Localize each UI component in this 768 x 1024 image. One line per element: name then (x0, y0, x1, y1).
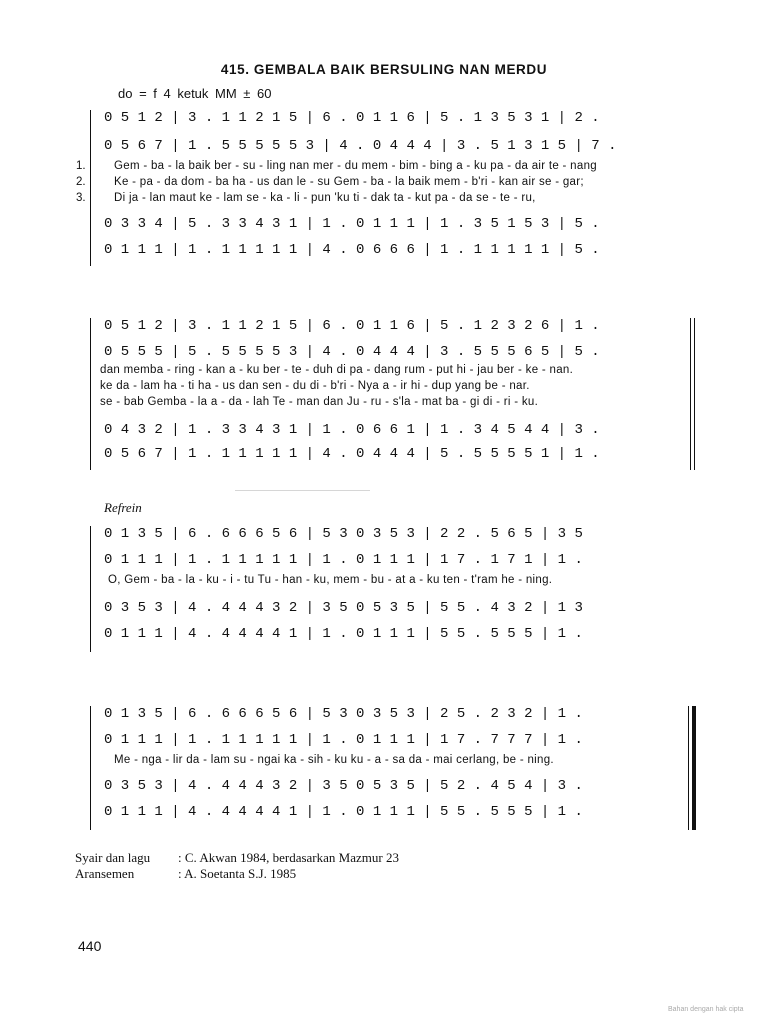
final-barline (692, 706, 696, 830)
refrain-label: Refrein (104, 500, 142, 515)
tempo-marking: do = f 4 ketuk MM ± 60 (118, 86, 272, 101)
separator-line (235, 490, 370, 491)
music-system-3 (90, 526, 700, 652)
alto-notes: 0 5 5 5 | 5 . 5 5 5 5 3 | 4 . 0 4 4 4 | 3 . 5 5 5 6 5 | 5 . (104, 344, 600, 360)
credits-arrangement: Aransemen : A. Soetanta S.J. 1985 (75, 866, 297, 881)
tenor-notes: 0 3 5 3 | 4 . 4 4 4 3 2 | 3 5 0 5 3 5 | 5 2 . 4 5 4 | 3 . (104, 778, 583, 794)
lyric-line: dan memba - ring - kan a - ku ber - te - duh di pa - dang rum - put hi - jau ber - ke - nan. (100, 364, 574, 376)
lyric-line: 1. Gem - ba - la baik ber - su - ling nan mer - du mem - bim - bing a - ku pa - da air te - nang (76, 160, 597, 172)
bass-notes: 0 5 6 7 | 1 . 1 1 1 1 1 | 4 . 0 4 4 4 | 5 . 5 5 5 5 1 | 1 . (104, 446, 600, 462)
bass-notes: 0 1 1 1 | 1 . 1 1 1 1 1 | 4 . 0 6 6 6 | 1 . 1 1 1 1 1 | 5 . (104, 242, 600, 258)
tenor-notes: 0 4 3 2 | 1 . 3 3 4 3 1 | 1 . 0 6 6 1 | 1 . 3 4 5 4 4 | 3 . (104, 422, 600, 438)
lyric-line: 2. Ke - pa - da dom - ba ha - us dan le - su Gem - ba - la baik mem - b'ri - kan air se - gar; (76, 176, 584, 188)
alto-notes: 0 5 6 7 | 1 . 5 5 5 5 5 3 | 4 . 0 4 4 4 | 3 . 5 1 3 1 5 | 7 . (104, 138, 617, 154)
tenor-notes: 0 3 5 3 | 4 . 4 4 4 3 2 | 3 5 0 5 3 5 | 5 5 . 4 3 2 | 1 3 (104, 600, 583, 616)
alto-notes: 0 1 1 1 | 1 . 1 1 1 1 1 | 1 . 0 1 1 1 | 1 7 . 1 7 1 | 1 . (104, 552, 583, 568)
double-barline (690, 318, 691, 470)
lyric-line: Me - nga - lir da - lam su - ngai ka - sih - ku ku - a - sa da - mai cerlang, be - ning. (114, 754, 554, 766)
double-barline (694, 318, 695, 470)
soprano-notes: 0 1 3 5 | 6 . 6 6 6 5 6 | 5 3 0 3 5 3 | 2 5 . 2 3 2 | 1 . (104, 706, 583, 722)
page-number: 440 (78, 938, 102, 954)
soprano-notes: 0 1 3 5 | 6 . 6 6 6 5 6 | 5 3 0 3 5 3 | 2 2 . 5 6 5 | 3 5 (104, 526, 583, 542)
alto-notes: 0 1 1 1 | 1 . 1 1 1 1 1 | 1 . 0 1 1 1 | 1 7 . 7 7 7 | 1 . (104, 732, 583, 748)
soprano-notes: 0 5 1 2 | 3 . 1 1 2 1 5 | 6 . 0 1 1 6 | 5 . 1 3 5 3 1 | 2 . (104, 110, 600, 126)
music-system-1 (76, 110, 700, 266)
lyric-line: 3. Di ja - lan maut ke - lam se - ka - li - pun 'ku ti - dak ta - kut pa - da se - te - ru, (76, 192, 536, 204)
tenor-notes: 0 3 3 4 | 5 . 3 3 4 3 1 | 1 . 0 1 1 1 | 1 . 3 5 1 5 3 | 5 . (104, 216, 600, 232)
credits-words: Syair dan lagu : C. Akwan 1984, berdasarkan Mazmur 23 (75, 850, 399, 865)
copyright-watermark: Bahan dengan hak cipta (668, 1006, 744, 1013)
music-system-2 (90, 318, 700, 470)
bass-notes: 0 1 1 1 | 4 . 4 4 4 4 1 | 1 . 0 1 1 1 | 5 5 . 5 5 5 | 1 . (104, 626, 583, 642)
music-system-4 (90, 706, 700, 830)
lyric-line: se - bab Gemba - la a - da - lah Te - man dan Ju - ru - s'la - mat ba - gi di - ri - ku. (100, 396, 539, 408)
lyric-line: O, Gem - ba - la - ku - i - tu Tu - han - ku, mem - bu - at a - ku ten - t'ram he - ning. (108, 574, 553, 586)
song-title: 415. GEMBALA BAIK BERSULING NAN MERDU (220, 62, 548, 77)
lyric-line: ke da - lam ha - ti ha - us dan sen - du di - b'ri - Nya a - ir hi - dup yang be - nar. (100, 380, 530, 392)
soprano-notes: 0 5 1 2 | 3 . 1 1 2 1 5 | 6 . 0 1 1 6 | 5 . 1 2 3 2 6 | 1 . (104, 318, 600, 334)
bass-notes: 0 1 1 1 | 4 . 4 4 4 4 1 | 1 . 0 1 1 1 | 5 5 . 5 5 5 | 1 . (104, 804, 583, 820)
final-barline (688, 706, 689, 830)
